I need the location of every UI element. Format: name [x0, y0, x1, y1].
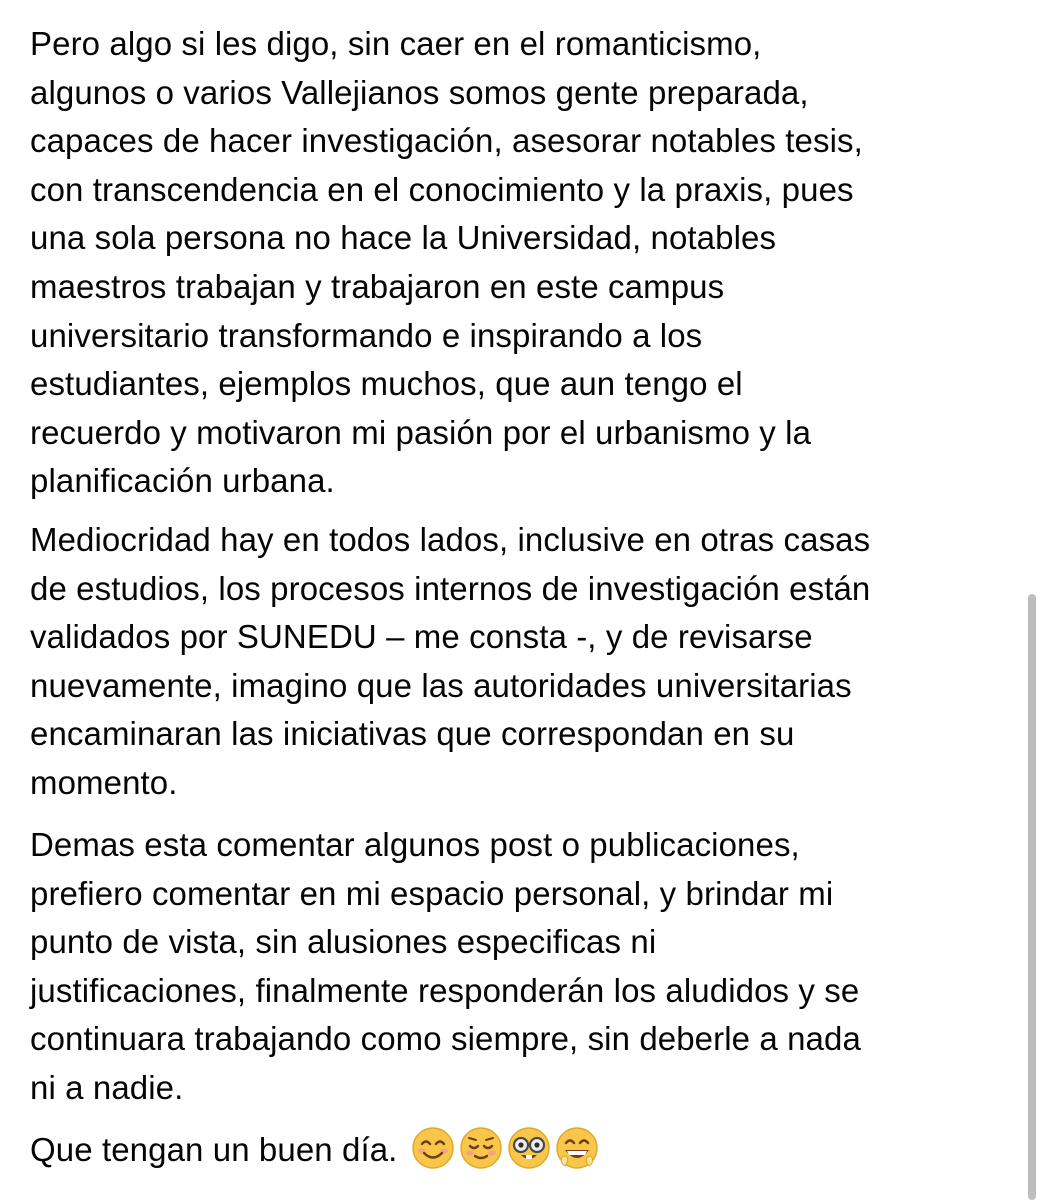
- text-line: nuevamente, imagino que las autoridades universitarias: [30, 666, 852, 704]
- grinning-face-icon: [555, 1126, 599, 1170]
- text-line: de estudios, los procesos internos de investigación están: [30, 569, 871, 607]
- text-line: una sola persona no hace la Universidad, notables: [30, 219, 777, 257]
- emoji-row: [411, 1126, 599, 1170]
- text-line: prefiero comentar en mi espacio personal, y brindar mi: [30, 874, 834, 912]
- text-line: Pero algo si les digo, sin caer en el romanticismo,: [30, 25, 762, 62]
- closing-text: Que tengan un buen día.: [30, 1131, 398, 1168]
- text-line: momento.: [30, 763, 178, 801]
- text-line: capaces de hacer investigación, asesorar notables tesis,: [30, 122, 863, 160]
- text-line: continuara trabajando como siempre, sin deberle a nada: [30, 1020, 861, 1058]
- post-paragraph-2: [30, 516, 870, 808]
- text-line: recuerdo y motivaron mi pasión por el urbanismo y la: [30, 413, 812, 451]
- relieved-face-icon: [459, 1126, 503, 1170]
- text-line: con transcendencia en el conocimiento y la praxis, pues: [30, 170, 854, 208]
- smiling-face-icon: [411, 1126, 455, 1170]
- text-line: justificaciones, finalmente responderán los aludidos y se: [30, 971, 860, 1009]
- post-paragraph-3: [30, 821, 861, 1113]
- text-line: maestros trabajan y trabajaron en este campus: [30, 267, 725, 305]
- text-line: encaminaran las iniciativas que correspondan en su: [30, 715, 795, 753]
- text-line: Mediocridad hay en todos lados, inclusive en otras casas: [30, 521, 871, 558]
- text-line: estudiantes, ejemplos muchos, que aun tengo el: [30, 365, 743, 403]
- vertical-scrollbar[interactable]: [1028, 594, 1036, 1200]
- text-line: ni a nadie.: [30, 1068, 184, 1106]
- text-line: planificación urbana.: [30, 462, 335, 500]
- post-closing-line: [30, 1126, 599, 1175]
- text-line: Demas esta comentar algunos post o publicaciones,: [30, 826, 800, 863]
- text-line: universitario transformando e inspirando a los: [30, 316, 703, 354]
- post-paragraph-1: [30, 20, 863, 506]
- text-line: validados por SUNEDU – me consta -, y de revisarse: [30, 618, 813, 656]
- text-line: algunos o varios Vallejianos somos gente preparada,: [30, 73, 809, 111]
- text-line: punto de vista, sin alusiones especificas ni: [30, 923, 657, 961]
- nerd-face-icon: [507, 1126, 551, 1170]
